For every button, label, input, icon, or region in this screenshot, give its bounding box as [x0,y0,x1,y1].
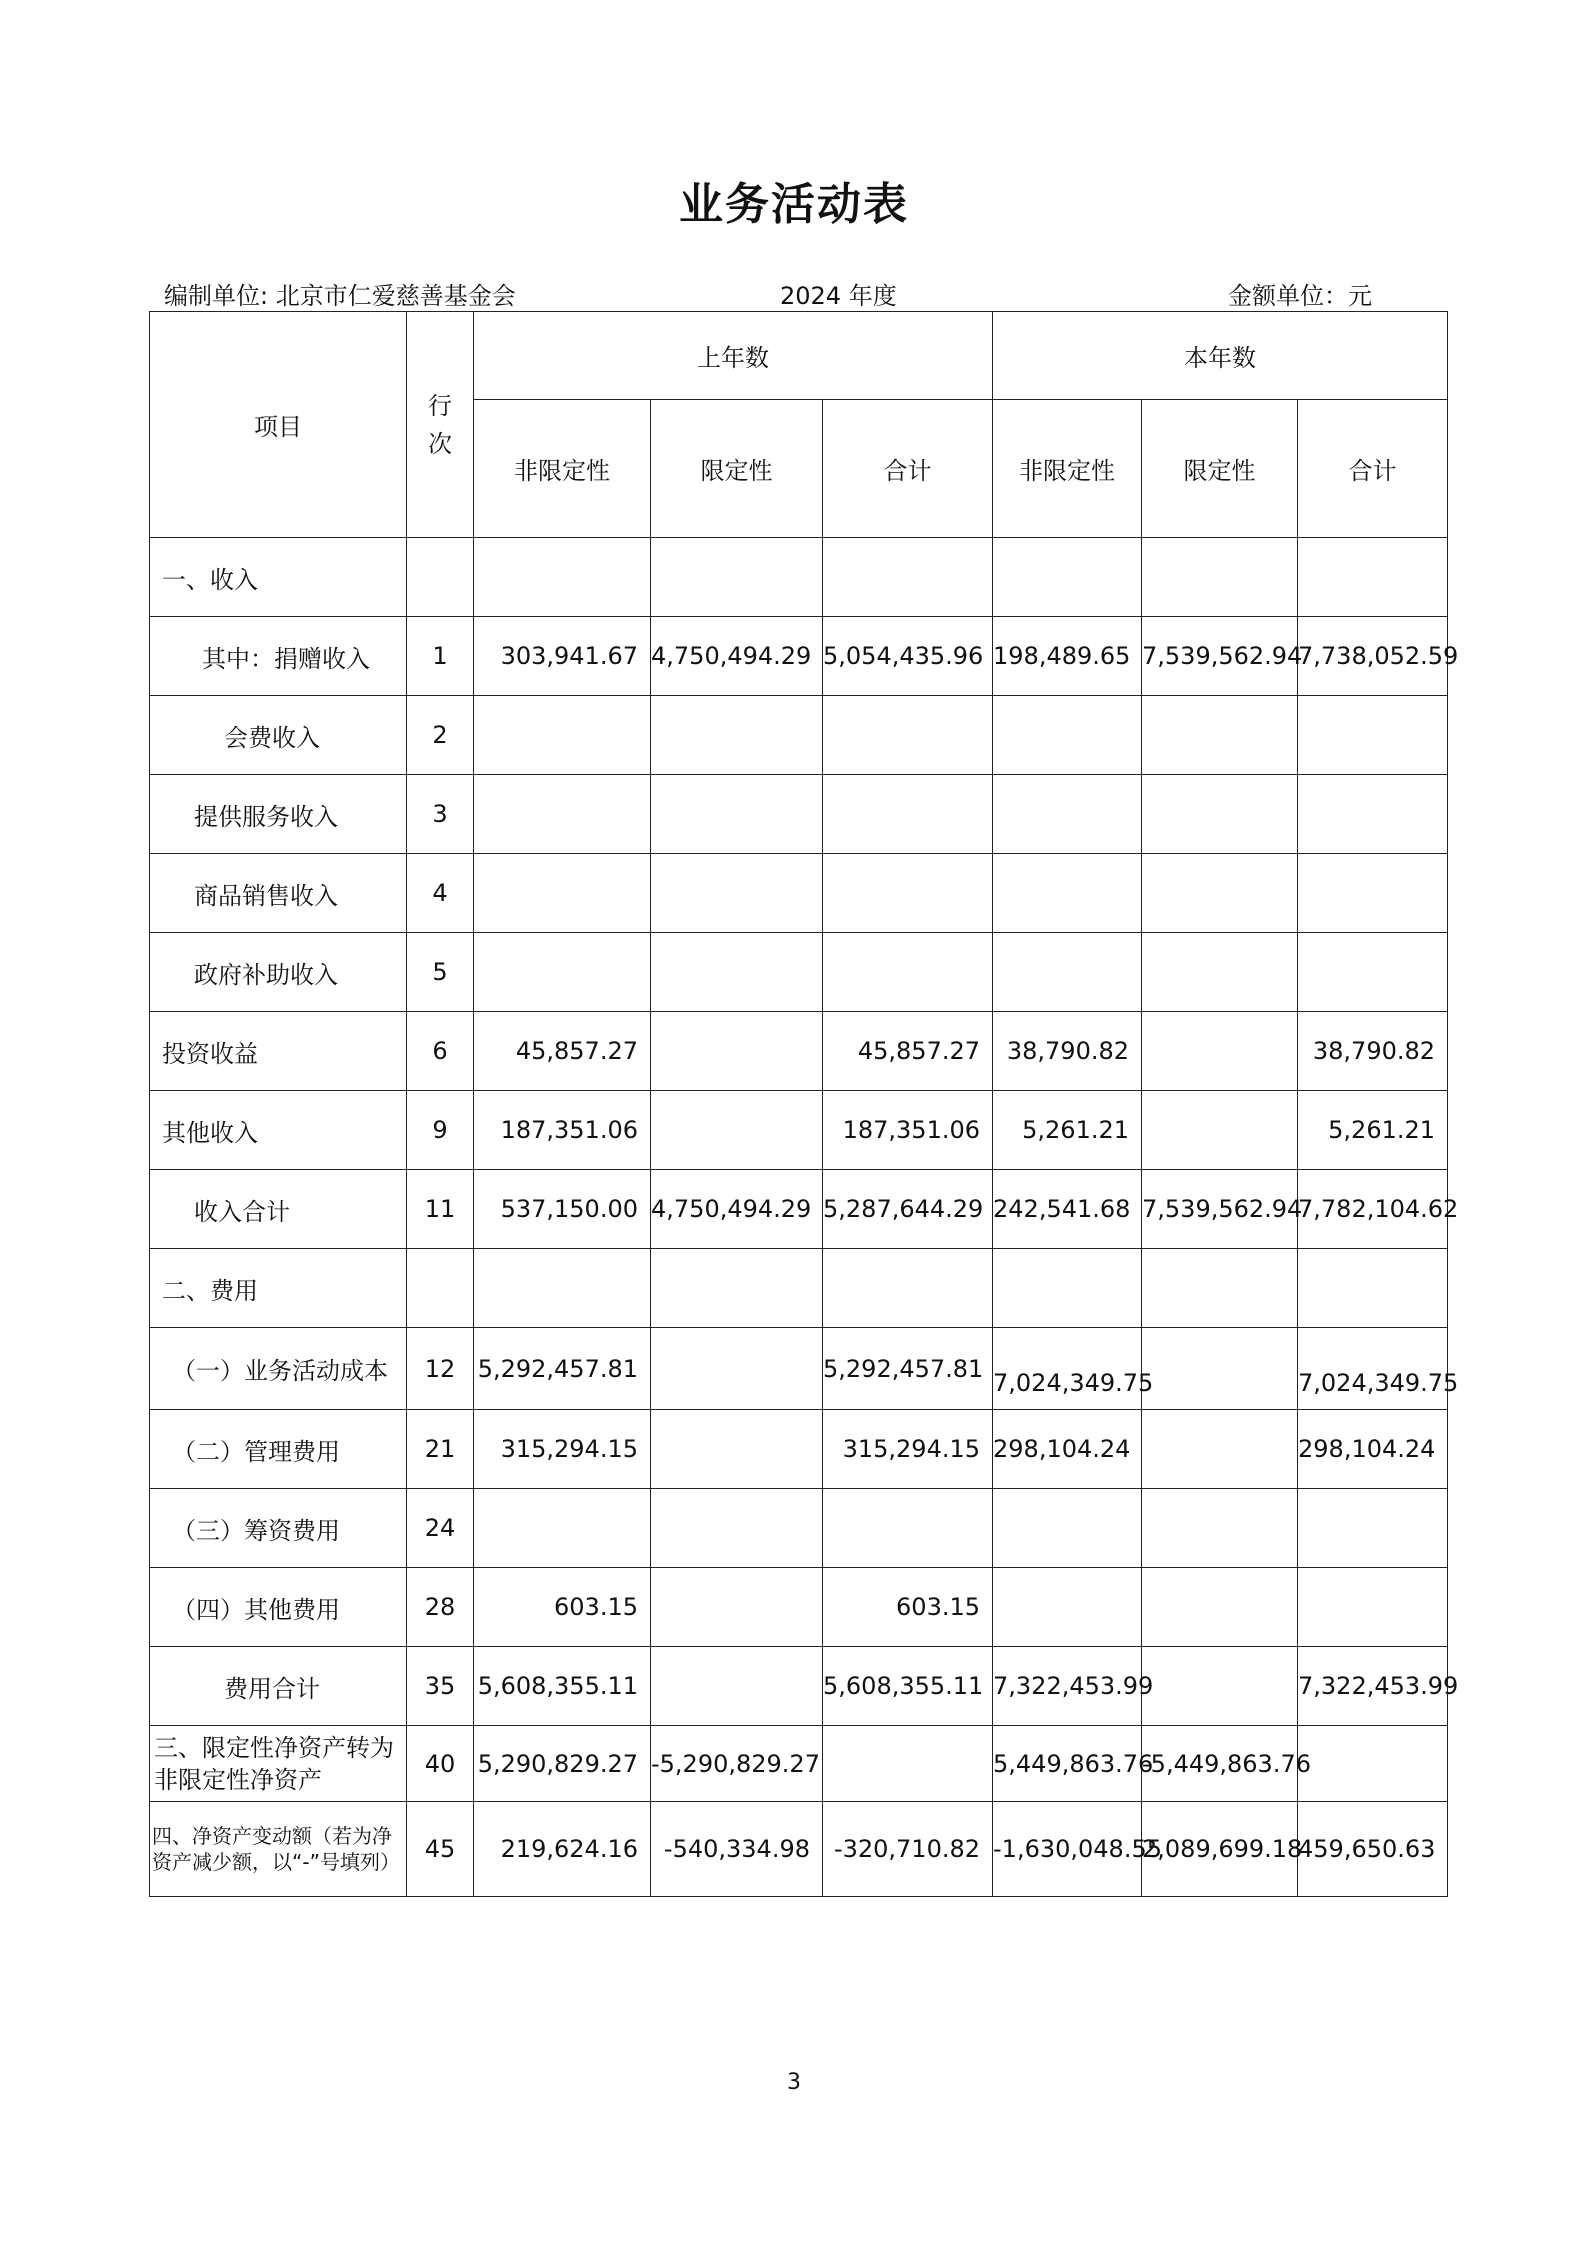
row-line: 12 [407,1328,474,1410]
row-line: 11 [407,1170,474,1249]
header-line-top: 行 [428,391,452,420]
cell-prev-unrestricted: 187,351.06 [474,1091,651,1170]
cell-prev-restricted [651,775,823,854]
row-line: 4 [407,854,474,933]
cell-curr-total: 5,261.21 [1298,1091,1448,1170]
cell-curr-unrestricted: 298,104.24 [993,1410,1142,1489]
cell-curr-restricted [1142,1647,1298,1726]
cell-curr-restricted [1142,538,1298,617]
row-label: 投资收益 [150,1012,407,1091]
cell-prev-total: 5,608,355.11 [823,1647,993,1726]
table-row [150,1012,1448,1091]
row-label: （一）业务活动成本 [150,1328,407,1410]
cell-curr-total: 7,782,104.62 [1298,1170,1448,1249]
table-row [150,696,1448,775]
cell-curr-unrestricted: 242,541.68 [993,1170,1142,1249]
table-row [150,1249,1448,1328]
cell-prev-total: 315,294.15 [823,1410,993,1489]
table-row [150,1802,1448,1897]
row-label: 其中：捐赠收入 [150,617,407,696]
cell-prev-restricted: -540,334.98 [651,1802,823,1897]
page-title: 业务活动表 [679,179,909,230]
cell-curr-unrestricted [993,933,1142,1012]
cell-curr-unrestricted: 7,322,453.99 [993,1647,1142,1726]
cell-prev-unrestricted: 5,292,457.81 [474,1328,651,1410]
cell-curr-unrestricted [993,1568,1142,1647]
header-curr-restricted: 限定性 [1142,400,1298,538]
cell-prev-total: 5,287,644.29 [823,1170,993,1249]
cell-prev-unrestricted: 537,150.00 [474,1170,651,1249]
cell-curr-restricted: 2,089,699.18 [1142,1802,1298,1897]
cell-curr-restricted [1142,933,1298,1012]
cell-prev-unrestricted: 5,608,355.11 [474,1647,651,1726]
page-number: 3 [787,2070,801,2095]
row-line: 9 [407,1091,474,1170]
cell-curr-restricted [1142,1012,1298,1091]
cell-curr-restricted [1142,1568,1298,1647]
cell-prev-restricted [651,1489,823,1568]
cell-curr-unrestricted: 38,790.82 [993,1012,1142,1091]
header-curr-unrestricted: 非限定性 [993,400,1142,538]
cell-curr-unrestricted [993,538,1142,617]
row-label: （四）其他费用 [150,1568,407,1647]
cell-prev-total [823,1726,993,1802]
cell-prev-restricted [651,1091,823,1170]
cell-curr-restricted [1142,696,1298,775]
cell-curr-restricted [1142,775,1298,854]
header-prev-total: 合计 [823,400,993,538]
cell-curr-total [1298,1249,1448,1328]
row-line [407,538,474,617]
header-curr-total: 合计 [1298,400,1448,538]
row-label: 商品销售收入 [150,854,407,933]
cell-prev-total [823,854,993,933]
cell-prev-unrestricted: 5,290,829.27 [474,1726,651,1802]
row-label: 费用合计 [150,1647,407,1726]
table-row [150,617,1448,696]
cell-curr-unrestricted [993,1489,1142,1568]
cell-prev-restricted [651,1249,823,1328]
cell-prev-restricted [651,538,823,617]
cell-prev-unrestricted [474,696,651,775]
cell-prev-total: 45,857.27 [823,1012,993,1091]
cell-curr-total: 459,650.63 [1298,1802,1448,1897]
cell-prev-total [823,933,993,1012]
table-row [150,1170,1448,1249]
table-row [150,1091,1448,1170]
cell-curr-unrestricted: 5,261.21 [993,1091,1142,1170]
report-year: 2024 年度 [780,282,897,310]
cell-prev-restricted: 4,750,494.29 [651,1170,823,1249]
table-row [150,775,1448,854]
cell-curr-unrestricted: 198,489.65 [993,617,1142,696]
cell-curr-total: 7,322,453.99 [1298,1647,1448,1726]
cell-curr-unrestricted: -1,630,048.55 [993,1802,1142,1897]
row-line: 24 [407,1489,474,1568]
cell-curr-restricted [1142,1328,1298,1410]
cell-curr-restricted [1142,1489,1298,1568]
cell-prev-total [823,696,993,775]
cell-curr-unrestricted [993,775,1142,854]
table-row [150,933,1448,1012]
header-line-bottom: 次 [428,429,452,458]
cell-prev-restricted [651,1410,823,1489]
cell-prev-total: 5,054,435.96 [823,617,993,696]
header-line-number [407,312,474,538]
cell-curr-restricted [1142,1249,1298,1328]
row-label: 四、净资产变动额（若为净资产减少额，以“-”号填列） [150,1802,407,1897]
header-prev-year: 上年数 [474,312,993,400]
cell-prev-unrestricted [474,775,651,854]
table-row [150,1410,1448,1489]
cell-prev-unrestricted [474,933,651,1012]
row-line: 21 [407,1410,474,1489]
cell-curr-unrestricted [993,854,1142,933]
header-prev-unrestricted: 非限定性 [474,400,651,538]
row-label: （二）管理费用 [150,1410,407,1489]
cell-curr-total [1298,1726,1448,1802]
cell-prev-restricted: 4,750,494.29 [651,617,823,696]
cell-prev-restricted [651,1328,823,1410]
cell-prev-total [823,775,993,854]
cell-curr-restricted: 7,539,562.94 [1142,617,1298,696]
cell-prev-restricted [651,1568,823,1647]
table-row [150,1489,1448,1568]
row-label: 其他收入 [150,1091,407,1170]
cell-prev-total: 603.15 [823,1568,993,1647]
row-line: 45 [407,1802,474,1897]
cell-prev-total [823,538,993,617]
cell-prev-unrestricted [474,854,651,933]
table-row [150,1726,1448,1802]
row-label: （三）筹资费用 [150,1489,407,1568]
cell-prev-unrestricted: 45,857.27 [474,1012,651,1091]
cell-curr-restricted: -5,449,863.76 [1142,1726,1298,1802]
cell-prev-restricted [651,1647,823,1726]
cell-prev-unrestricted: 219,624.16 [474,1802,651,1897]
table-row [150,1647,1448,1726]
cell-curr-total [1298,538,1448,617]
cell-prev-restricted: -5,290,829.27 [651,1726,823,1802]
cell-curr-total: 7,024,349.75 [1298,1328,1448,1410]
organization-label: 编制单位: 北京市仁爱慈善基金会 [164,282,516,310]
cell-curr-unrestricted: 5,449,863.76 [993,1726,1142,1802]
row-line: 35 [407,1647,474,1726]
cell-curr-total [1298,1489,1448,1568]
cell-prev-unrestricted: 315,294.15 [474,1410,651,1489]
cell-prev-restricted [651,1012,823,1091]
cell-curr-unrestricted [993,1249,1142,1328]
row-line: 5 [407,933,474,1012]
cell-prev-unrestricted [474,1249,651,1328]
business-activity-table [149,311,1459,1897]
row-label: 三、限定性净资产转为非限定性净资产 [150,1726,407,1802]
row-line: 28 [407,1568,474,1647]
cell-prev-unrestricted: 303,941.67 [474,617,651,696]
cell-curr-restricted [1142,1091,1298,1170]
cell-prev-total: 187,351.06 [823,1091,993,1170]
row-label: 政府补助收入 [150,933,407,1012]
row-line: 6 [407,1012,474,1091]
cell-prev-total [823,1489,993,1568]
header-item: 项目 [150,312,407,538]
row-line: 2 [407,696,474,775]
cell-curr-total [1298,696,1448,775]
cell-prev-restricted [651,854,823,933]
row-label: 二、费用 [150,1249,407,1328]
row-label: 一、收入 [150,538,407,617]
cell-curr-restricted: 7,539,562.94 [1142,1170,1298,1249]
cell-curr-total: 7,738,052.59 [1298,617,1448,696]
row-label: 收入合计 [150,1170,407,1249]
cell-curr-total: 38,790.82 [1298,1012,1448,1091]
cell-prev-unrestricted: 603.15 [474,1568,651,1647]
cell-prev-total: -320,710.82 [823,1802,993,1897]
table-row [150,854,1448,933]
cell-prev-total [823,1249,993,1328]
row-line: 1 [407,617,474,696]
cell-curr-total [1298,775,1448,854]
cell-curr-total [1298,1568,1448,1647]
cell-curr-unrestricted [993,696,1142,775]
row-line: 3 [407,775,474,854]
cell-prev-unrestricted [474,1489,651,1568]
cell-curr-total [1298,854,1448,933]
cell-curr-restricted [1142,854,1298,933]
header-curr-year: 本年数 [993,312,1448,400]
row-line [407,1249,474,1328]
header-prev-restricted: 限定性 [651,400,823,538]
cell-curr-total: 298,104.24 [1298,1410,1448,1489]
table-row [150,538,1448,617]
cell-curr-unrestricted: 7,024,349.75 [993,1328,1142,1410]
cell-prev-restricted [651,696,823,775]
cell-prev-total: 5,292,457.81 [823,1328,993,1410]
currency-unit: 金额单位：元 [1228,282,1372,310]
row-label: 会费收入 [150,696,407,775]
cell-curr-restricted [1142,1410,1298,1489]
table-row [150,1568,1448,1647]
row-line: 40 [407,1726,474,1802]
table-row [150,1328,1448,1410]
cell-curr-total [1298,933,1448,1012]
cell-prev-unrestricted [474,538,651,617]
cell-prev-restricted [651,933,823,1012]
row-label: 提供服务收入 [150,775,407,854]
